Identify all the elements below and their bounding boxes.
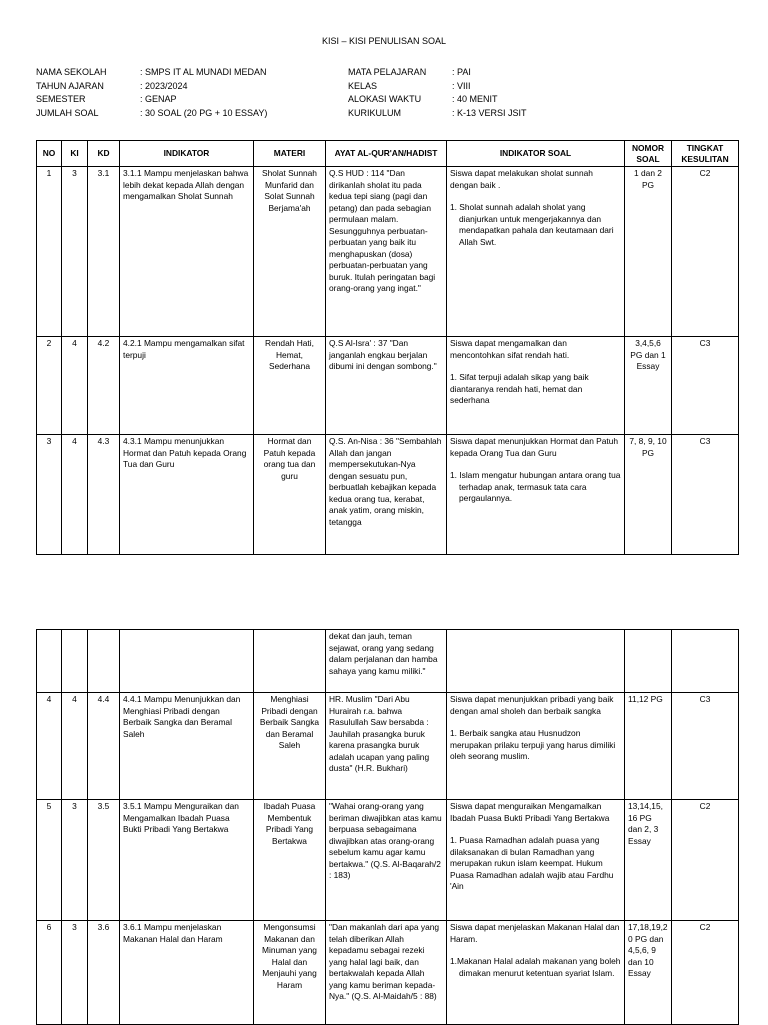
cell-no: 5 [37,800,62,921]
header-ki: KI [62,141,88,167]
indikator-soal-item: 1. Berbaik sangka atau Husnudzon merupakan prilaku terpuji yang harus dimiliki oleh seorang muslim. [450,728,616,761]
table-row [37,435,739,555]
meta-row [348,93,527,107]
cell-tingkat: C2 [672,167,739,337]
school-info [36,66,267,120]
cell-kd [88,630,120,693]
kisi-table-page-1 [36,140,739,555]
header-tingkat-kesulitan: TINGKAT KESULITAN [672,141,739,167]
cell-indikator-soal [447,435,625,555]
cell-tingkat: C3 [672,693,739,800]
meta-row [36,107,267,121]
indikator-soal-lead: Siswa dapat melakukan sholat sunnah dengan baik . [450,168,593,190]
cell-materi: Sholat Sunnah Munfarid dan Solat Sunnah Berjama'ah [254,167,326,337]
cell-no: 3 [37,435,62,555]
cell-ayat: Q.S Al-Isra' : 37 "Dan janganlah engkau berjalan dibumi ini dengan sombong." [326,337,447,435]
cell-indikator-soal [447,693,625,800]
cell-nomor-soal: 3,4,5,6 PG dan 1 Essay [625,337,672,435]
meta-label: MATA PELAJARAN [348,67,427,77]
table-header-row [37,141,739,167]
meta-value: : PAI [452,67,471,77]
table-row [37,693,739,800]
cell-indikator: 4.2.1 Mampu mengamalkan sifat terpuji [120,337,254,435]
meta-label: KURIKULUM [348,107,402,118]
cell-indikator: 3.1.1 Mampu menjelaskan bahwa lebih dekat kepada Allah dengan mengamalkan Sholat Sunnah [120,167,254,337]
meta-label: TAHUN AJARAN [36,80,104,91]
kisi-table-page-2 [36,629,739,1025]
cell-ki: 3 [62,167,88,337]
cell-no [37,630,62,693]
cell-indikator-soal [447,167,625,337]
indikator-soal-item: 1. Sholat sunnah adalah sholat yang dianjurkan untuk mengerjakannya dan mendapatkan pahala dan keutamaan dari Allah Swt. [450,202,614,247]
meta-value: : GENAP [140,94,177,104]
cell-nomor-soal: 1 dan 2 PG [625,167,672,337]
meta-value: : 30 SOAL (20 PG + 10 ESSAY) [140,107,268,118]
header-indikator: INDIKATOR [120,141,254,167]
cell-nomor-soal: 13,14,15, 16 PG dan 2, 3 Essay [625,800,672,921]
header-indikator-soal: INDIKATOR SOAL [447,141,625,167]
meta-value: : 40 MENIT [452,94,498,104]
cell-ki: 4 [62,435,88,555]
cell-indikator [120,630,254,693]
header-no: NO [37,141,62,167]
cell-tingkat: C2 [672,800,739,921]
cell-indikator: 3.6.1 Mampu menjelaskan Makanan Halal dan Haram [120,921,254,1025]
header-kd: KD [88,141,120,167]
meta-value: : K-13 VERSI JSIT [452,107,527,118]
indikator-soal-item: 1. Islam mengatur hubungan antara orang tua terhadap anak, termasuk tata cara pergaulannya. [450,470,621,503]
cell-tingkat: C3 [672,337,739,435]
meta-value: : 2023/2024 [140,80,188,91]
cell-ayat: dekat dan jauh, teman sejawat, orang yang sedang dalam perjalanan dan hamba sahaya yang kamu miliki." [326,630,447,693]
cell-kd: 3.6 [88,921,120,1025]
cell-kd: 4.4 [88,693,120,800]
cell-materi: Menghiasi Pribadi dengan Berbaik Sangka dan Beramal Saleh [254,693,326,800]
cell-tingkat: C3 [672,435,739,555]
meta-label: SEMESTER [36,94,86,104]
meta-row [36,80,267,94]
cell-nomor-soal: 7, 8, 9, 10 PG [625,435,672,555]
cell-kd: 4.2 [88,337,120,435]
indikator-soal-lead: Siswa dapat mengamalkan dan mencontohkan sifat rendah hati. [450,338,570,360]
cell-ki: 4 [62,337,88,435]
cell-ki: 4 [62,693,88,800]
cell-nomor-soal: 17,18,19,20 PG dan 4,5,6, 9 dan 10 Essay [625,921,672,1025]
header-materi: MATERI [254,141,326,167]
meta-row [36,66,267,80]
cell-indikator-soal [447,921,625,1025]
cell-no: 6 [37,921,62,1025]
cell-tingkat: C2 [672,921,739,1025]
indikator-soal-lead: Siswa dapat menguraikan Mengamalkan Ibadah Puasa Bukti Pribadi Yang Bertakwa [450,801,610,823]
cell-ki: 3 [62,921,88,1025]
indikator-soal-item: 1. Puasa Ramadhan adalah puasa yang dilaksanakan di bulan Ramadhan yang merupakan rukun islam keempat. Hukum Puasa Ramadhan adalah wajib atau Fardhu 'Ain [450,835,614,891]
cell-materi: Hormat dan Patuh kepada orang tua dan guru [254,435,326,555]
cell-nomor-soal: 11,12 PG [625,693,672,800]
indikator-soal-lead: Siswa dapat menjelaskan Makanan Halal dan Haram. [450,922,620,944]
cell-no: 4 [37,693,62,800]
cell-indikator: 4.4.1 Mampu Menunjukkan dan Menghiasi Pribadi dengan Berbaik Sangka dan Beramal Saleh [120,693,254,800]
meta-label: NAMA SEKOLAH [36,67,107,77]
cell-indikator-soal [447,337,625,435]
meta-label: JUMLAH SOAL [36,107,99,118]
meta-row [348,107,527,121]
cell-no: 2 [37,337,62,435]
cell-no: 1 [37,167,62,337]
meta-row [348,66,527,80]
indikator-soal-lead: Siswa dapat menunjukkan Hormat dan Patuh kepada Orang Tua dan Guru [450,436,619,458]
cell-kd: 4.3 [88,435,120,555]
meta-row [348,80,527,94]
cell-ayat: Q.S. An-Nisa : 36 "Sembahlah Allah dan jangan mempersekutukan-Nya dengan sesuatu pun, berbuatlah kebajikan kepada kedua orang tua, kerabat, anak yatim, orang miskin, tetangga [326,435,447,555]
subject-info [348,66,527,120]
header-ayat: AYAT AL-QUR'AN/HADIST [326,141,447,167]
cell-kd: 3.5 [88,800,120,921]
cell-ki [62,630,88,693]
meta-value: : SMPS IT AL MUNADI MEDAN [140,67,267,77]
table-row [37,921,739,1025]
table-row [37,800,739,921]
cell-materi: Ibadah Puasa Membentuk Pribadi Yang Bertakwa [254,800,326,921]
indikator-soal-item: 1.Makanan Halal adalah makanan yang boleh dimakan menurut ketentuan syariat Islam. [450,956,621,978]
meta-label: ALOKASI WAKTU [348,94,422,104]
table-row [37,167,739,337]
cell-indikator-soal [447,800,625,921]
cell-ki: 3 [62,800,88,921]
cell-ayat: "Wahai orang-orang yang beriman diwajibkan atas kamu berpuasa sebagaimana diwajibkan atas orang-orang sebelum kamu agar kamu bertakwa." (Q.S. Al-Baqarah/2 : 183) [326,800,447,921]
cell-ayat: "Dan makanlah dari apa yang telah diberikan Allah kepadamu sebagai rezeki yang halal lagi baik, dan bertakwalah kepada Allah yang kamu beriman kepada-Nya." (Q.S. Al-Maidah/5 : 88) [326,921,447,1025]
cell-materi: Mengonsumsi Makanan dan Minuman yang Halal dan Menjauhi yang Haram [254,921,326,1025]
cell-indikator-soal [447,630,625,693]
meta-value: : VIII [452,80,471,91]
cell-ayat: HR. Muslim "Dari Abu Hurairah r.a. bahwa Rasulullah Saw bersabda : Jauhilah prasangka buruk karena prasangka buruk adalah ucapan yang paling dusta" (H.R. Bukhari) [326,693,447,800]
cell-indikator: 3.5.1 Mampu Menguraikan dan Mengamalkan Ibadah Puasa Bukti Pribadi Yang Bertakwa [120,800,254,921]
meta-label: KELAS [348,80,378,91]
cell-kd: 3.1 [88,167,120,337]
cell-materi [254,630,326,693]
indikator-soal-lead: Siswa dapat menunjukkan pribadi yang baik dengan amal sholeh dan berbaik sangka [450,694,614,716]
cell-materi: Rendah Hati, Hemat, Sederhana [254,337,326,435]
cell-tingkat [672,630,739,693]
table-row-continuation [37,630,739,693]
cell-ayat: Q.S HUD : 114 "Dan dirikanlah sholat itu pada kedua tepi siang (pagi dan petang) dan pada sebagian permulaan malam. Sesungguhnya perbuatan-perbuatan yang baik itu menghapuskan (dosa) perbuatan-perbuatan yang buruk. Itulah peringatan bagi orang-orang yang ingat." [326,167,447,337]
indikator-soal-item: 1. Sifat terpuji adalah sikap yang baik diantaranya rendah hati, hemat dan sederhana [450,372,589,405]
document-title: KISI – KISI PENULISAN SOAL [321,36,447,46]
cell-nomor-soal [625,630,672,693]
meta-row [36,93,267,107]
table-row [37,337,739,435]
header-nomor-soal: NOMOR SOAL [625,141,672,167]
cell-indikator: 4.3.1 Mampu menunjukkan Hormat dan Patuh kepada Orang Tua dan Guru [120,435,254,555]
